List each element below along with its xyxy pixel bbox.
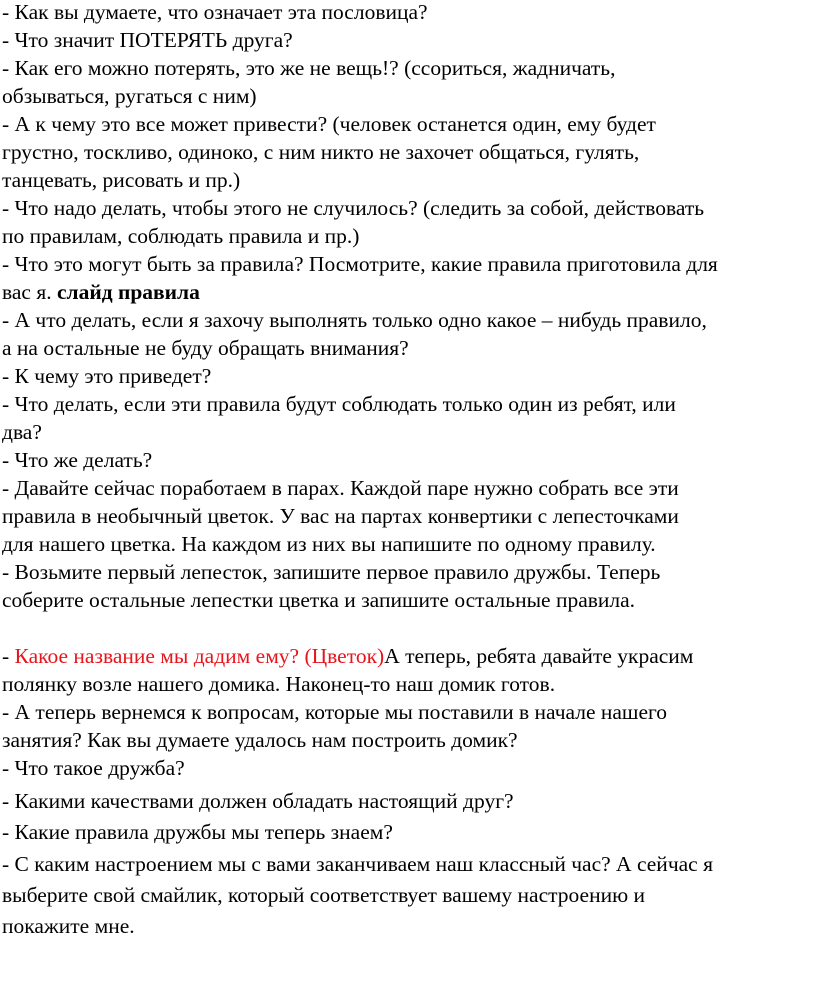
paragraph-question-rules [2,250,816,306]
flower-name-question: Какое название мы дадим ему? (Цветок) [14,644,385,668]
slide-rules-label: слайд правила [56,280,200,304]
paragraph-question-prevention: - Что надо делать, чтобы этого не случилось? (следить за собой, действовать по правилам, соблюдать правила и пр.) [2,196,705,248]
paragraph-question-how-to-lose: - Как его можно потерять, это же не вещь!? (ссориться, жадничать, обзываться, ругаться с ним) [2,56,616,108]
paragraph-question-friendship: - Что такое дружба? [2,756,185,780]
rules-question-text: - Что это могут быть за правила? Посмотрите, какие правила приготовила для вас я. [2,252,718,304]
paragraph-question-known-rules: - Какие правила дружбы мы теперь знаем? [2,820,393,844]
paragraph-closing-mood: - С каким настроением мы с вами заканчиваем наш классный час? А сейчас я выберите свой смайлик, который соответствует вашему настроению и покажите мне. [2,852,713,938]
paragraph-question-consequences: - А к чему это все может привести? (человек останется один, ему будет грустно, тоскливо, одиноко, с ним никто не захочет общаться, гулять, танцевать, рисовать и пр.) [2,112,656,192]
paragraph-question-few-kids: - Что делать, если эти правила будут соблюдать только один из ребят, или два? [2,392,676,444]
paragraph-question-result: - К чему это приведет? [2,364,212,388]
flower-decorate-text: А теперь, ребята давайте украсим полянку возле нашего домика. Наконец-то наш домик готов. [2,644,694,696]
paragraph-question-lose-friend: - Что значит ПОТЕРЯТЬ друга? [2,28,293,52]
paragraph-pair-work: - Давайте сейчас поработаем в парах. Каждой паре нужно собрать все эти правила в необычный цветок. У вас на партах конвертики с лепесточками для нашего цветка. На каждом из них вы напишите по одному правилу. [2,476,679,556]
flower-dash: - [2,644,15,668]
paragraph-question-qualities: - Какими качествами должен обладать настоящий друг? [2,789,514,813]
paragraph-return-questions: - А теперь вернемся к вопросам, которые мы поставили в начале нашего занятия? Как вы думаете удалось нам построить домик? [2,700,668,752]
paragraph-question-one-rule: - А что делать, если я захочу выполнять только одно какое – нибудь правило, а на остальные не буду обращать внимания? [2,308,707,360]
paragraph-question-proverb-meaning: - Как вы думаете, что означает эта пословица? [2,0,428,24]
paragraph-flower-name [2,642,816,698]
paragraph-first-petal: - Возьмите первый лепесток, запишите первое правило дружбы. Теперь соберите остальные лепестки цветка и запишите остальные правила. [2,560,661,612]
paragraph-question-what-to-do: - Что же делать? [2,448,153,472]
